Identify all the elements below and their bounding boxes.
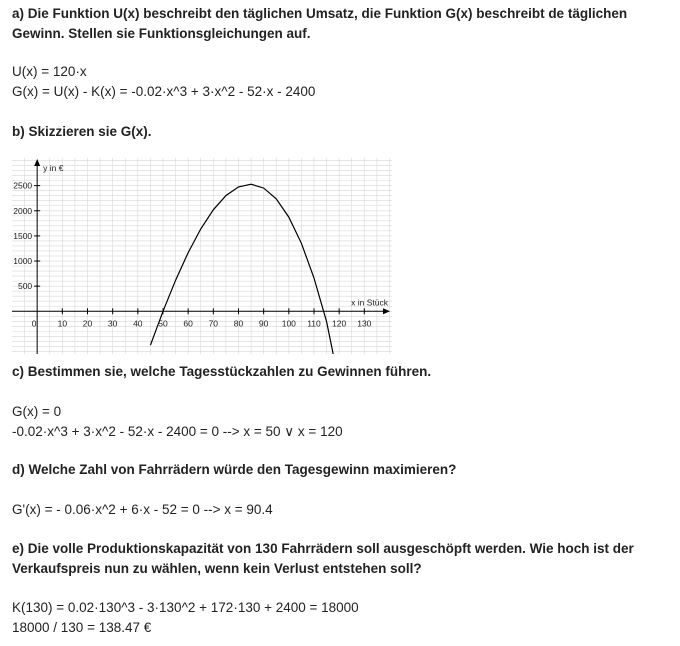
x-axis-arrow <box>383 308 390 314</box>
x-tick-label: 90 <box>258 318 269 329</box>
x-tick-label: 80 <box>233 318 244 329</box>
equation-derivative: G'(x) = - 0.06·x^2 + 6·x - 52 = 0 --> x = 90.4 <box>12 502 273 517</box>
y-tick-label: 2500 <box>13 180 33 191</box>
y-tick-label: 2000 <box>13 205 33 216</box>
equation-g-zero: G(x) = 0 <box>12 404 62 419</box>
heading-a-line-1: a) Die Funktion U(x) beschreibt den täglichen Umsatz, die Funktion G(x) beschreibt de täglichen <box>12 6 628 21</box>
heading-e-line-2: Verkaufspreis nun zu wählen, wenn kein Verlust entstehen soll? <box>12 561 422 576</box>
x-tick-label: 120 <box>332 318 347 329</box>
x-tick-label: 100 <box>281 318 296 329</box>
equation-price: 18000 / 130 = 138.47 € <box>12 620 152 635</box>
x-axis-label: x in Stück <box>351 297 388 308</box>
chart-ticks <box>34 186 364 315</box>
x-tick-label: 10 <box>57 318 68 329</box>
x-tick-label: 70 <box>208 318 219 329</box>
graph-g <box>12 158 392 357</box>
x-tick-label: 20 <box>82 318 93 329</box>
x-tick-label: 0 <box>31 318 37 329</box>
y-axis-label: y in € <box>43 163 64 173</box>
x-tick-label: 130 <box>357 318 372 329</box>
x-tick-label: 30 <box>107 318 118 329</box>
heading-b: b) Skizzieren sie G(x). <box>12 124 152 139</box>
x-tick-label: 40 <box>133 318 143 329</box>
equation-roots: -0.02·x^3 + 3·x^2 - 52·x - 2400 = 0 --> x = 50 ∨ x = 120 <box>12 424 343 439</box>
y-axis-arrow <box>34 159 40 166</box>
equation-u: U(x) = 120·x <box>12 64 87 79</box>
chart-series <box>150 184 349 354</box>
heading-c: c) Bestimmen sie, welche Tagesstückzahlen zu Gewinnen führen. <box>12 364 432 379</box>
y-tick-label: 1000 <box>13 256 33 267</box>
heading-e-line-1: e) Die volle Produktionskapazität von 130 Fahrrädern soll ausgeschöpft werden. Wie hoch ist der <box>12 541 634 556</box>
y-tick-label: 500 <box>17 281 33 292</box>
equation-g: G(x) = U(x) - K(x) = -0.02·x^3 + 3·x^2 - 52·x - 2400 <box>12 84 316 99</box>
x-tick-label: 50 <box>158 318 168 329</box>
equation-cost: K(130) = 0.02·130^3 - 3·130^2 + 172·130 + 2400 = 18000 <box>12 600 359 615</box>
heading-a-line-2: Gewinn. Stellen sie Funktionsgleichungen auf. <box>12 26 311 41</box>
g-chart <box>12 158 392 354</box>
x-tick-label: 60 <box>183 318 193 329</box>
y-tick-label: 1500 <box>13 230 33 241</box>
heading-d: d) Welche Zahl von Fahrrädern würde den Tagesgewinn maximieren? <box>12 462 457 477</box>
x-tick-label: 110 <box>307 318 321 329</box>
g-curve <box>150 184 349 354</box>
